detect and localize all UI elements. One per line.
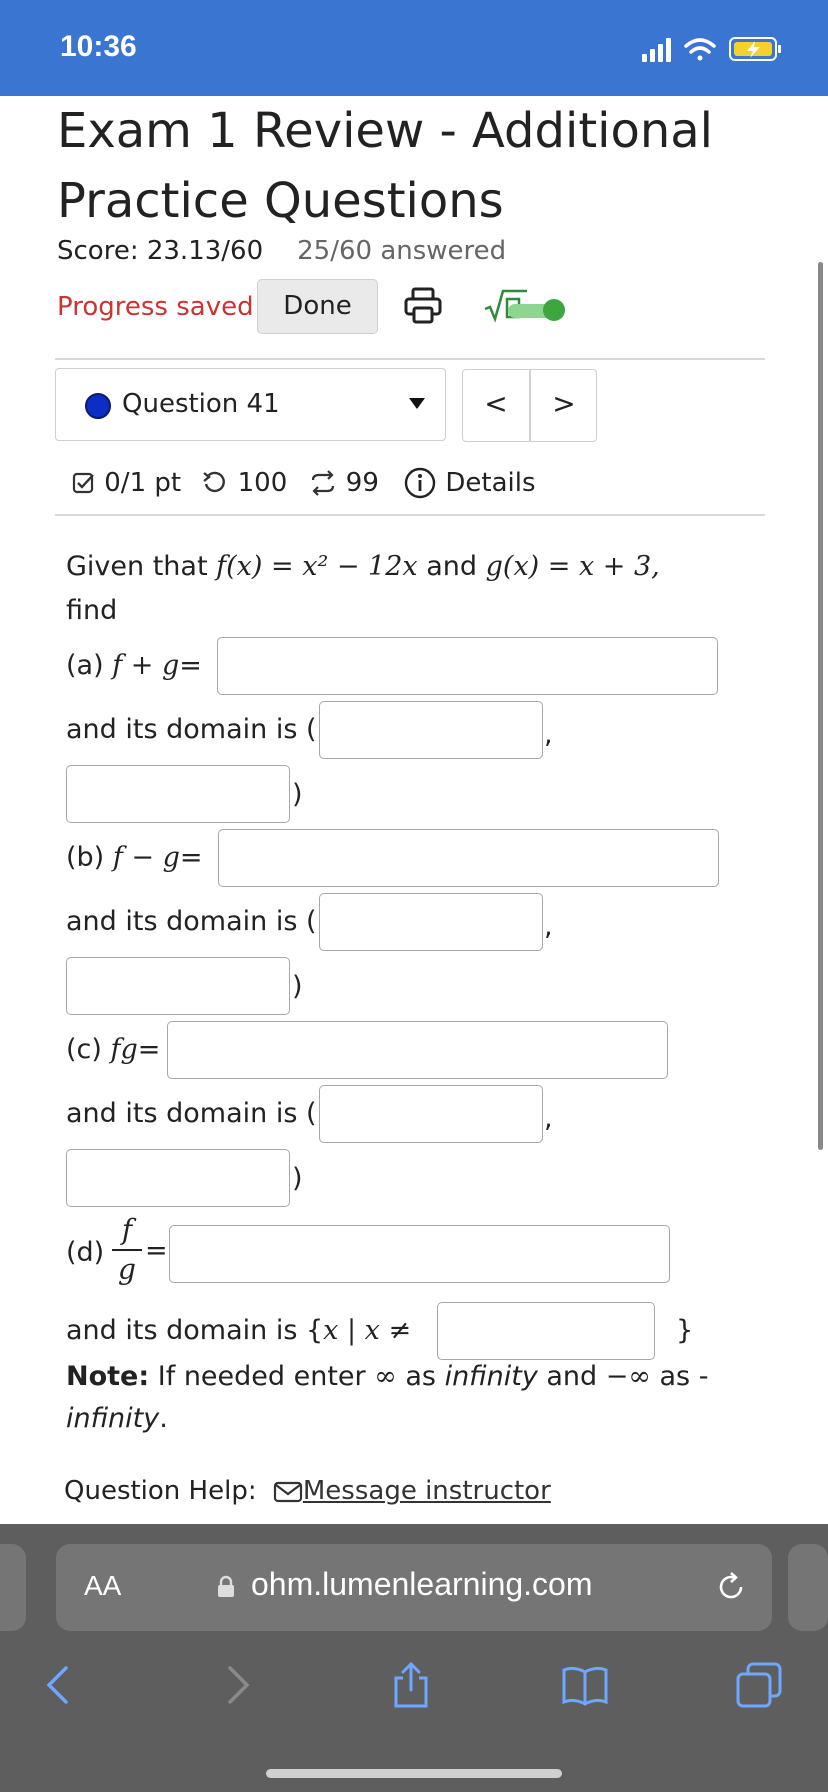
forward-icon[interactable] xyxy=(212,1660,262,1710)
question-select[interactable] xyxy=(55,368,446,441)
part-b-expression: f − g xyxy=(112,842,180,873)
question-help-label: Question Help: xyxy=(64,1476,257,1506)
divider xyxy=(55,514,765,516)
answer-input-c[interactable] xyxy=(167,1021,668,1079)
domain-b-upper-input[interactable] xyxy=(66,957,290,1015)
next-tab-pill[interactable] xyxy=(788,1544,828,1631)
page xyxy=(0,96,828,1524)
answer-input-a[interactable] xyxy=(217,637,718,695)
domain-a-upper-input[interactable] xyxy=(66,765,290,823)
attempts-icon xyxy=(308,469,338,497)
note-infinity-word: infinity xyxy=(444,1361,538,1392)
answered-count: 25/60 answered xyxy=(297,236,507,266)
equals-sign: = xyxy=(145,1235,168,1266)
and-word: and xyxy=(426,551,478,582)
part-a-letter: (a) xyxy=(66,650,104,681)
next-question-button[interactable]: > xyxy=(552,387,576,420)
note-neg-infinity-word: infinity xyxy=(66,1403,160,1434)
part-d-fraction xyxy=(112,1213,142,1293)
domain-c-upper-input[interactable] xyxy=(66,1149,290,1207)
domain-d-exclusion-input[interactable] xyxy=(437,1302,655,1360)
equals-sign: = xyxy=(179,842,203,873)
checkbox-score-icon xyxy=(72,471,96,495)
points-value: 0/1 pt xyxy=(104,468,182,498)
question-select-label: Question 41 xyxy=(122,389,280,419)
equals-sign: = xyxy=(179,650,202,681)
envelope-icon[interactable] xyxy=(273,1481,303,1503)
done-button[interactable]: Done xyxy=(257,279,378,334)
scrollbar[interactable] xyxy=(818,262,823,1150)
domain-set-math: x | x ≠ xyxy=(323,1315,412,1346)
domain-c-lower-input[interactable] xyxy=(319,1085,543,1143)
fraction-bar xyxy=(112,1249,142,1251)
wifi-icon xyxy=(686,40,714,61)
fraction-denominator: g xyxy=(118,1253,136,1286)
domain-text-c: and its domain is ( xyxy=(66,1098,317,1129)
note-period: . xyxy=(159,1403,168,1434)
domain-set-prefix: and its domain is { xyxy=(66,1315,324,1346)
score-text: Score: 23.13/60 xyxy=(57,236,264,266)
status-icons xyxy=(634,34,794,64)
part-a-expression: f + g xyxy=(112,650,180,681)
f-definition: f(x) = x² − 12x xyxy=(216,551,418,582)
g-definition: g(x) = x + 3, xyxy=(485,551,660,582)
close-brace: } xyxy=(676,1315,694,1346)
part-b-letter: (b) xyxy=(66,842,105,873)
part-d-letter: (d) xyxy=(66,1237,105,1268)
part-c-label xyxy=(66,1034,160,1065)
neg-infinity-symbol: −∞ xyxy=(605,1361,651,1392)
find-text: find xyxy=(66,595,118,626)
answer-input-d[interactable] xyxy=(169,1225,670,1283)
close-paren: ) xyxy=(292,1163,303,1194)
note-text: as - xyxy=(659,1361,709,1392)
message-instructor-link[interactable]: Message instructor xyxy=(302,1476,551,1506)
note-text: If needed enter xyxy=(157,1361,366,1392)
part-b-label xyxy=(66,842,203,873)
note-text: as xyxy=(405,1361,436,1392)
status-time: 10:36 xyxy=(60,30,137,63)
print-icon[interactable] xyxy=(403,286,443,326)
answer-input-b[interactable] xyxy=(218,829,719,887)
previous-question-button[interactable]: < xyxy=(484,387,508,420)
url-text: ohm.lumenlearning.com xyxy=(251,1566,593,1602)
note xyxy=(66,1356,766,1440)
attempts-value: 99 xyxy=(345,468,379,498)
domain-a-lower-input[interactable] xyxy=(319,701,543,759)
back-icon[interactable] xyxy=(34,1660,84,1710)
question-meta xyxy=(72,466,536,506)
home-indicator xyxy=(266,1769,562,1778)
infinity-symbol: ∞ xyxy=(374,1361,397,1392)
chevron-down-icon xyxy=(409,398,425,409)
comma: , xyxy=(544,911,553,942)
note-text: and xyxy=(546,1361,598,1392)
domain-text-a: and its domain is ( xyxy=(66,714,317,745)
details-link[interactable]: Details xyxy=(445,468,536,498)
part-a-label xyxy=(66,650,202,681)
given-prefix: Given that xyxy=(66,551,208,582)
page-title: Exam 1 Review - Additional Practice Questions xyxy=(57,103,714,229)
lock-icon xyxy=(217,1575,235,1597)
question-status-dot xyxy=(85,393,111,419)
note-label: Note: xyxy=(66,1361,150,1392)
divider xyxy=(55,358,765,360)
prev-tab-pill[interactable] xyxy=(0,1544,26,1631)
part-c-expression: fg xyxy=(110,1034,138,1065)
equals-sign: = xyxy=(137,1034,161,1065)
question-nav xyxy=(462,369,597,442)
comma: , xyxy=(544,1103,553,1134)
question-help xyxy=(64,1476,551,1506)
close-paren: ) xyxy=(292,779,303,810)
retries-value: 100 xyxy=(237,468,288,498)
signal-icon xyxy=(642,38,671,62)
address-bar[interactable] xyxy=(56,1544,772,1631)
reader-options-button[interactable]: AA xyxy=(84,1570,122,1601)
close-paren: ) xyxy=(292,971,303,1002)
problem-given xyxy=(66,551,660,582)
domain-text-b: and its domain is ( xyxy=(66,906,317,937)
comma: , xyxy=(544,719,553,750)
math-entry-toggle-switch[interactable] xyxy=(508,298,568,322)
battery-charging-icon xyxy=(730,38,781,60)
reload-icon[interactable] xyxy=(714,1570,748,1604)
domain-set-text xyxy=(66,1315,411,1346)
share-icon[interactable] xyxy=(386,1660,436,1710)
tabs-icon[interactable] xyxy=(734,1660,784,1710)
retry-icon xyxy=(201,469,229,497)
info-icon[interactable] xyxy=(403,466,437,500)
part-c-letter: (c) xyxy=(66,1034,102,1065)
status-bar xyxy=(0,0,828,96)
browser-toolbar xyxy=(0,1524,828,1792)
fraction-numerator: f xyxy=(121,1213,133,1246)
domain-b-lower-input[interactable] xyxy=(319,893,543,951)
bookmarks-icon[interactable] xyxy=(560,1660,610,1710)
progress-saved-status: Progress saved xyxy=(57,292,254,322)
score-line xyxy=(57,236,506,266)
